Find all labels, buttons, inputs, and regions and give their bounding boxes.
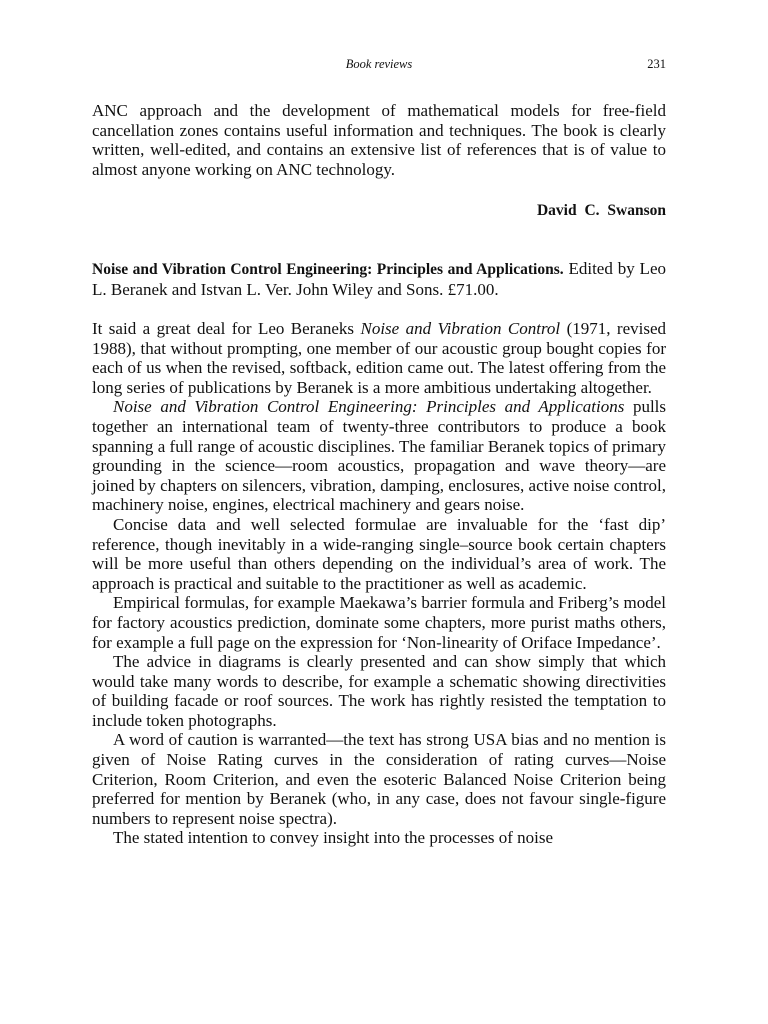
review-paragraph-6: A word of caution is warranted—the text has strong USA bias and no mention is given of Noise Rating curves in the consideration of rating curves—Noise Criterion, Room Criterion, and even the esoteric Balanced Noise Criterion being preferred for mention by Beranek (who, in any case, does not favour single-figure numbers to represent noise spectra). [92,730,666,828]
running-header [92,57,666,75]
review-citation [92,259,666,299]
review-paragraph-1 [92,319,666,397]
review-paragraph-2 [92,397,666,515]
paragraph-text: (1971, revised 1988), that without prompting, one member of our acoustic group bought copies for each of us when the revised, softback, edition came out. The latest offering from the long series of publications by Beranek is a more ambitious undertaking altogether. [92,319,666,397]
review-body [92,319,666,848]
review-heading [92,259,666,299]
page-number: 231 [647,57,666,71]
book-title: Noise and Vibration Control Engineering: Principles and Applications. [92,261,564,278]
cited-title: Noise and Vibration Control Engineering: Principles and Applications [113,397,625,417]
review-paragraph-5: The advice in diagrams is clearly presented and can show simply that which would take many words to describe, for example a schematic showing directivities of building facade or roof sources. The work has rightly resisted the temptation to include token photographs. [92,652,666,730]
reviewer-signature: David C. Swanson [536,202,666,219]
book-details: Edited by Leo L. Beranek and Istvan L. Ver. John Wiley and Sons. £71.00. [92,259,666,299]
review-paragraph-3: Concise data and well selected formulae are invaluable for the ‘fast dip’ reference, though inevitably in a wide-ranging single–source book certain chapters will be more useful than others depending on the individual’s area of work. The approach is practical and suitable to the practitioner as well as academic. [92,514,666,593]
running-title: Book reviews [345,57,413,71]
review-paragraph-4: Empirical formulas, for example Maekawa’s barrier formula and Friberg’s model for factory acoustics prediction, dominate some chapters, more purist maths others, for example a full page on the expression for ‘Non-linearity of Oriface Impedance’. [92,593,666,652]
paragraph-text: It said a great deal for Leo Beraneks [92,319,361,338]
paragraph-text: pulls together an international team of twenty-three contributors to produce a book spanning a full range of acoustic disciplines. The familiar Beranek topics of primary grounding in the science—room acoustics, propagation and wave theory—are joined by chapters on silencers, vibration, damping, enclosures, active noise control, machinery noise, engines, electrical machinery and gears noise. [92,397,667,515]
previous-review-closing-paragraph: ANC approach and the development of mathematical models for free-field cancellation zones contains useful information and techniques. The book is clearly written, well-edited, and contains an extensive list of references that is of value to almost anyone working on ANC technology. [92,101,666,179]
cited-title: Noise and Vibration Control [360,319,561,338]
review-paragraph-7: The stated intention to convey insight into the processes of noise [113,828,554,848]
previous-review-ending [92,101,666,179]
